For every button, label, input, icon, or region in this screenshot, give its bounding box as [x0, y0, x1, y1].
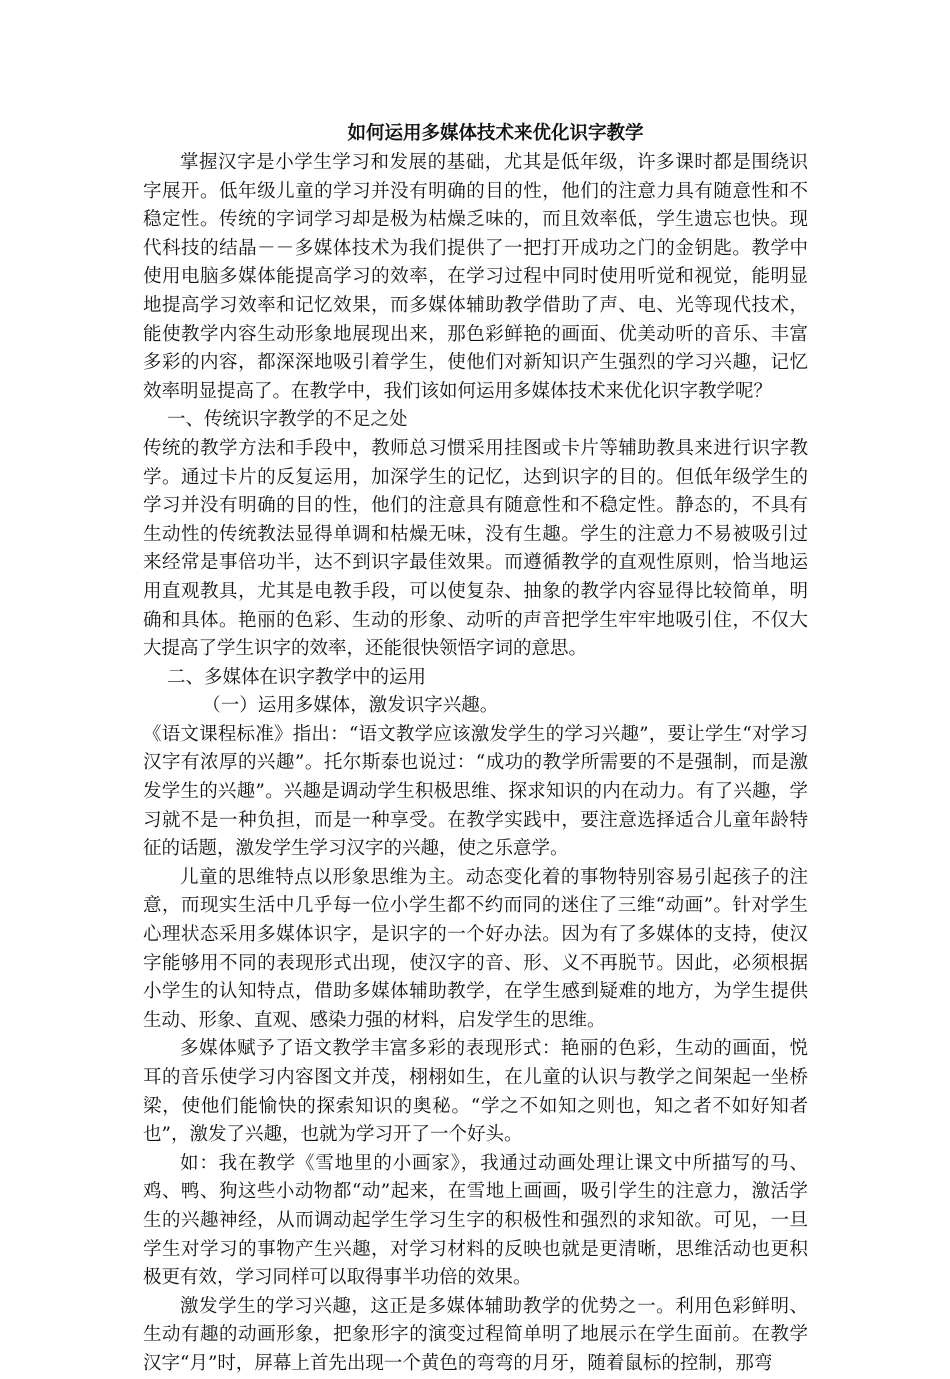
paragraph-curriculum-standard: 《语文课程标准》指出：“语文教学应该激发学生的学习兴趣”，要让学生“对学习汉字有浓厚的兴趣”。托尔斯泰也说过：“成功的教学所需要的不是强制，而是激发学生的兴趣”。兴趣是调动学生积极思维、探求知识的内在动力。有了兴趣，学习就不是一种负担，而是一种享受。在教学实践中，要注意选择适合儿童年龄特征的话题，激发学生学习汉字的兴趣，使之乐意学。: [143, 723, 808, 860]
paragraph-intro: 掌握汉字是小学生学习和发展的基础，尤其是低年级，许多课时都是围绕识字展开。低年级儿童的学习并没有明确的目的性，他们的注意力具有随意性和不稳定性。传统的字词学习却是极为枯燥乏味的，而且效率低，学生遗忘也快。现代科技的结晶－－多媒体技术为我们提供了一把打开成功之门的金钥匙。教学中使用电脑多媒体能提高学习的效率，在学习过程中同时使用听觉和视觉，能明显地提高学习效率和记忆效果，而多媒体辅助教学借助了声、电、光等现代技术，能使教学内容生动形象地展现出来，那色彩鲜艳的画面、优美动听的音乐、丰富多彩的内容，都深深地吸引着学生，使他们对新知识产生强烈的学习兴趣，记忆效率明显提高了。在教学中，我们该如何运用多媒体技术来优化识字教学呢？: [143, 152, 808, 402]
section-heading-2: 二、多媒体在识字教学中的运用: [167, 666, 427, 688]
document-title: 如何运用多媒体技术来优化识字教学: [347, 123, 644, 144]
paragraph-interest: 激发学生的学习兴趣，这正是多媒体辅助教学的优势之一。利用色彩鲜明、生动有趣的动画形象，把象形字的演变过程简单明了地展示在学生面前。在教学汉字“月”时，屏幕上首先出现一个黄色的弯弯的月牙，随着鼠标的控制，那弯: [143, 1295, 808, 1374]
paragraph-children-thinking: 儿童的思维特点以形象思维为主。动态变化着的事物特别容易引起孩子的注意，而现实生活中几乎每一位小学生都不约而同的迷住了三维“动画”。针对学生心理状态采用多媒体识字，是识字的一个好办法。因为有了多媒体的支持，使汉字能够用不同的表现形式出现，使汉字的音、形、义不再脱节。因此，必须根据小学生的认知特点，借助多媒体辅助教学，在学生感到疑难的地方，为学生提供生动、形象、直观、感染力强的材料，启发学生的思维。: [143, 866, 808, 1031]
section-heading-1: 一、传统识字教学的不足之处: [167, 409, 408, 431]
paragraph-multimedia-forms: 多媒体赋予了语文教学丰富多彩的表现形式：艳丽的色彩，生动的画面，悦耳的音乐使学习内容图文并茂，栩栩如生，在儿童的认识与教学之间架起一坐桥梁，使他们能愉快的探索知识的奥秘。“学之不如知之则也，知之者不如好知者也”，激发了兴趣，也就为学习开了一个好头。: [143, 1038, 808, 1146]
subsection-heading-1: （一）运用多媒体，激发识字兴趣。: [202, 695, 499, 717]
paragraph-traditional: 传统的教学方法和手段中，教师总习惯采用挂图或卡片等辅助教具来进行识字教学。通过卡片的反复运用，加深学生的记忆，达到识字的目的。但低年级学生的学习并没有明确的目的性，他们的注意具有随意性和不稳定性。静态的，不具有生动性的传统教法显得单调和枯燥无味，没有生趣。学生的注意力不易被吸引过来经常是事倍功半，达不到识字最佳效果。而遵循教学的直观性原则，恰当地运用直观教具，尤其是电教手段，可以使复杂、抽象的教学内容显得比较简单，明确和具体。艳丽的色彩、生动的形象、动听的声音把学生牢牢地吸引住，不仅大大提高了学生识字的效率，还能很快领悟字词的意思。: [143, 437, 808, 660]
document-page: [143, 120, 808, 1379]
paragraph-example: 如：我在教学《雪地里的小画家》，我通过动画处理让课文中所描写的马、鸡、鸭、狗这些小动物都“动”起来，在雪地上画画，吸引学生的注意力，激活学生的兴趣神经，从而调动起学生学习生字的积极性和强烈的求知欲。可见，一旦学生对学习的事物产生兴趣，对学习材料的反映也就是更清晰，思维活动也更积极更有效，学习同样可以取得事半功倍的效果。: [143, 1152, 808, 1289]
